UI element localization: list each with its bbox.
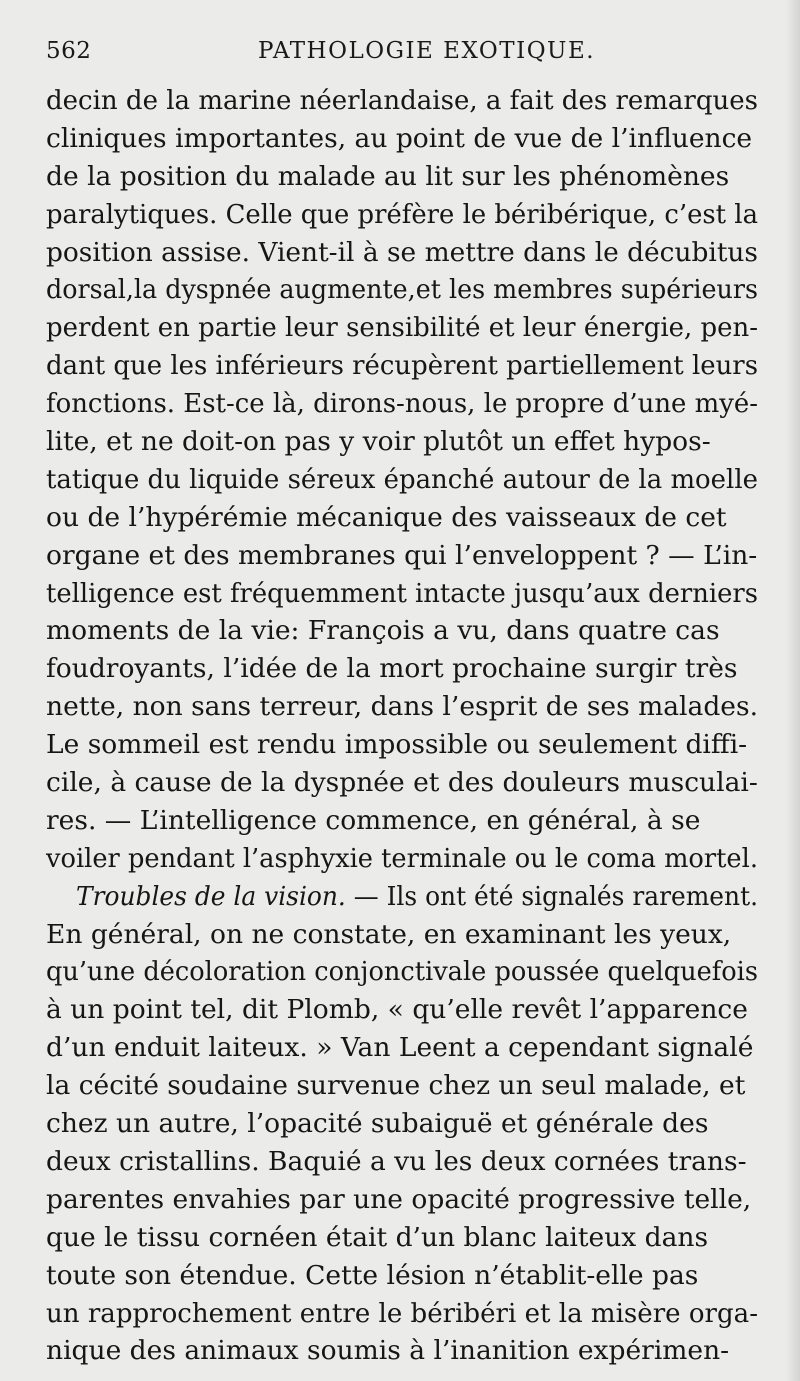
text-line: dant que les inférieurs récupèrent partiellement leurs bbox=[46, 350, 758, 382]
text-line: res. — L’intelligence commence, en général, à se bbox=[46, 804, 701, 836]
text-line: Le sommeil est rendu impossible ou seulement diffi- bbox=[46, 729, 748, 761]
text-line: chez un autre, l’opacité subaiguë et générale des bbox=[46, 1108, 709, 1140]
text-line: d’un enduit laiteux. » Van Leent a cependant signalé bbox=[46, 1032, 754, 1064]
page-header bbox=[46, 34, 758, 74]
section-first-line bbox=[46, 878, 758, 916]
running-title: PATHOLOGIE EXOTIQUE. bbox=[258, 38, 596, 64]
text-line: parentes envahies par une opacité progressive telle, bbox=[46, 1183, 752, 1215]
text-line: tatique du liquide séreux épanché autour de la moelle bbox=[46, 463, 758, 495]
text-line: paralytiques. Celle que préfère le béribérique, c’est la bbox=[46, 198, 758, 230]
text-line: cile, à cause de la dyspnée et des douleurs musculai- bbox=[46, 767, 758, 799]
text-line: dorsal,la dyspnée augmente,et les membres supérieurs bbox=[46, 274, 758, 306]
text-line: foudroyants, l’idée de la mort prochaine surgir très bbox=[46, 653, 738, 685]
text-line: un rapprochement entre le béribéri et la misère orga- bbox=[46, 1297, 758, 1329]
text-line: fonctions. Est-ce là, dirons-nous, le propre d’une myé- bbox=[46, 388, 758, 420]
text-line: de la position du malade au lit sur les phénomènes bbox=[46, 160, 730, 192]
text-line: cliniques importantes, au point de vue de l’influence bbox=[46, 122, 753, 154]
section-first-line-text: — Ils ont été signalés rarement. bbox=[353, 880, 758, 912]
section-heading: Troubles de la vision. bbox=[76, 880, 346, 912]
text-line: decin de la marine néerlandaise, a fait des remarques bbox=[46, 85, 758, 116]
page-number: 562 bbox=[46, 38, 92, 64]
body-text bbox=[46, 82, 758, 1370]
page-edge-shadow bbox=[786, 0, 800, 1381]
text-line: nique des animaux soumis à l’inanition expérimen- bbox=[46, 1335, 730, 1367]
text-line: la cécité soudaine survenue chez un seul malade, et bbox=[46, 1070, 746, 1102]
text-line: En général, on ne constate, en examinant les yeux, bbox=[46, 918, 732, 950]
text-line: perdent en partie leur sensibilité et leur énergie, pen- bbox=[46, 312, 758, 344]
text-line: qu’une décoloration conjonctivale poussée quelquefois bbox=[46, 956, 758, 988]
text-line: deux cristallins. Baquié a vu les deux cornées trans- bbox=[46, 1145, 747, 1177]
text-line: ou de l’hypérémie mécanique des vaisseaux de cet bbox=[46, 501, 727, 533]
text-line: telligence est fréquemment intacte jusqu’aux derniers bbox=[46, 577, 758, 609]
text-line: organe et des membranes qui l’enveloppent ? — L’in- bbox=[46, 539, 758, 571]
text-line: lite, et ne doit-on pas y voir plutôt un effet hypos- bbox=[46, 426, 711, 458]
text-line: que le tissu cornéen était d’un blanc laiteux dans bbox=[46, 1221, 709, 1253]
text-line: moments de la vie: François a vu, dans quatre cas bbox=[46, 615, 720, 647]
paragraph-last-line: voiler pendant l’asphyxie terminale ou le coma mortel. bbox=[46, 842, 758, 874]
text-line: à un point tel, dit Plomb, « qu’elle revêt l’apparence bbox=[46, 994, 748, 1026]
text-line: position assise. Vient-il à se mettre dans le décubitus bbox=[46, 236, 758, 268]
text-line: toute son étendue. Cette lésion n’établit-elle pas bbox=[46, 1259, 699, 1291]
text-line: nette, non sans terreur, dans l’esprit de ses malades. bbox=[46, 691, 758, 723]
